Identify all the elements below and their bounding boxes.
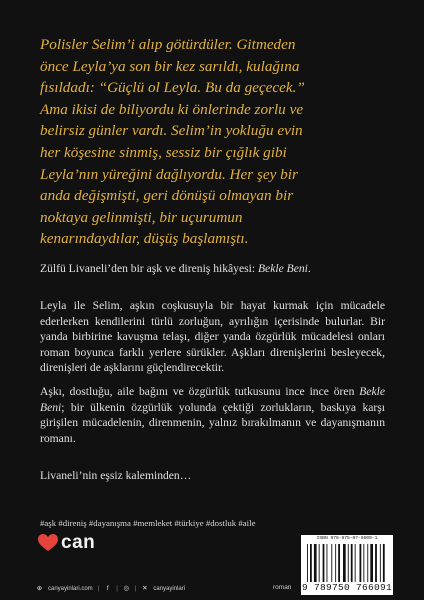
x-icon[interactable]: ✕ [142,585,148,592]
barcode-bar [348,544,349,582]
barcode-bar [319,544,320,582]
barcode-bar [314,544,317,582]
divider: | [134,585,137,592]
description-paragraph-3: Livaneli’nin eşsiz kaleminden… [40,469,192,482]
tagline [40,261,385,277]
barcode-bar [380,544,381,582]
tagline-suffix: . [307,262,311,275]
description-paragraph-2 [40,384,385,446]
blurb-line: Polisler Selim’i alıp götürdüler. Gitmeden [40,36,296,53]
barcode-bar [327,544,328,582]
barcode-bar [363,544,364,582]
back-cover-blurb [40,34,386,250]
divider: | [97,585,100,592]
facebook-icon[interactable]: f [106,585,109,592]
barcode-bar [331,544,332,582]
barcode-bar [307,544,308,582]
instagram-icon[interactable]: ◎ [123,585,130,592]
publisher-footer [36,585,185,592]
paragraph-2-part-2: ; bir ülkenin özgürlük yolunda çektiği zorlukların, baskıya karşı girişilen mücadelenin, direnmenin, yalnız bırakılmanın ve dayanışmanın romanı. [40,400,385,445]
barcode-bars [307,544,389,582]
barcode-bar [367,544,368,582]
barcode-bar [343,544,346,582]
paragraph-2-part-1: Aşkı, dostluğu, aile bağını ve özgürlük tutkusunu ince ince ören [40,385,360,398]
logo-text: can [61,532,96,553]
description-paragraph-1: Leyla ile Selim, aşkın coşkusuyla bir hayat kurmak için mücadele ederlerken kendilerini türlü zorluğun, ayrılığın içerisinde bulurlar. Bir yanda birbirine kavuşma telaşı, diğer yanda özgürlük mücadelesi onları roman boyunca farklı yerlere sürükler. Aşkları direnişlerini besleyecek, direnişleri de aşklarını güçlendirecektir. [40,299,385,375]
blurb-line: her köşesine sinmiş, sessiz bir çığlık gibi [40,143,287,161]
barcode-bar [375,544,377,582]
barcode-bar [351,544,353,582]
barcode-bar [355,544,356,582]
hashtags: #aşk #direniş #dayanışma #memleket #türkiye #dostluk #aile [40,518,256,528]
barcode-bar [383,544,385,582]
book-title: Bekle Beni [257,262,308,275]
barcode [301,535,393,595]
book-title: Bekle Beni [40,385,385,414]
social-handle[interactable]: canyayinlari [153,585,186,592]
blurb-line: kenarındaydılar, düşüş başlamıştı. [40,230,249,248]
tagline-prefix: Zülfü Livaneli’den bir aşk ve direniş hikâyesi: [40,262,258,275]
barcode-bar [360,544,362,582]
isbn-label: ISBN 978-975-07-6609-1 [316,536,378,541]
divider: | [116,585,118,592]
blurb-line: belirsiz günler vardı. Selim’in yokluğu evin [40,122,303,140]
blurb-line: önce Leyla’ya son bir kez sarıldı, kulağına [40,57,300,75]
barcode-number: 9 789750 766091 [301,582,392,593]
heart-icon [38,534,58,552]
blurb-line: Ama ikisi de biliyordu ki önlerinde zorlu ve [40,100,304,118]
blurb-line: Leyla’nın yüreğini dağlıyordu. Her şey bir [40,165,298,183]
barcode-bar [323,544,325,582]
barcode-bar [310,544,312,582]
publisher-logo [38,532,95,554]
barcode-bar [370,544,373,582]
blurb-line: fısıldadı: “Güçlü ol Leyla. Bu da geçecek.” [40,79,305,97]
genre-label: roman [273,584,292,591]
barcode-bar [338,544,340,582]
website-link[interactable]: canyayinlari.com [48,585,93,592]
blurb-line: noktaya gelinmişti, bir uçurumun [40,208,243,226]
barcode-bar [335,544,336,582]
blurb-line: anda değişmişti, geri dönüşü olmayan bir [40,187,294,205]
globe-icon: ⊕ [36,585,43,592]
